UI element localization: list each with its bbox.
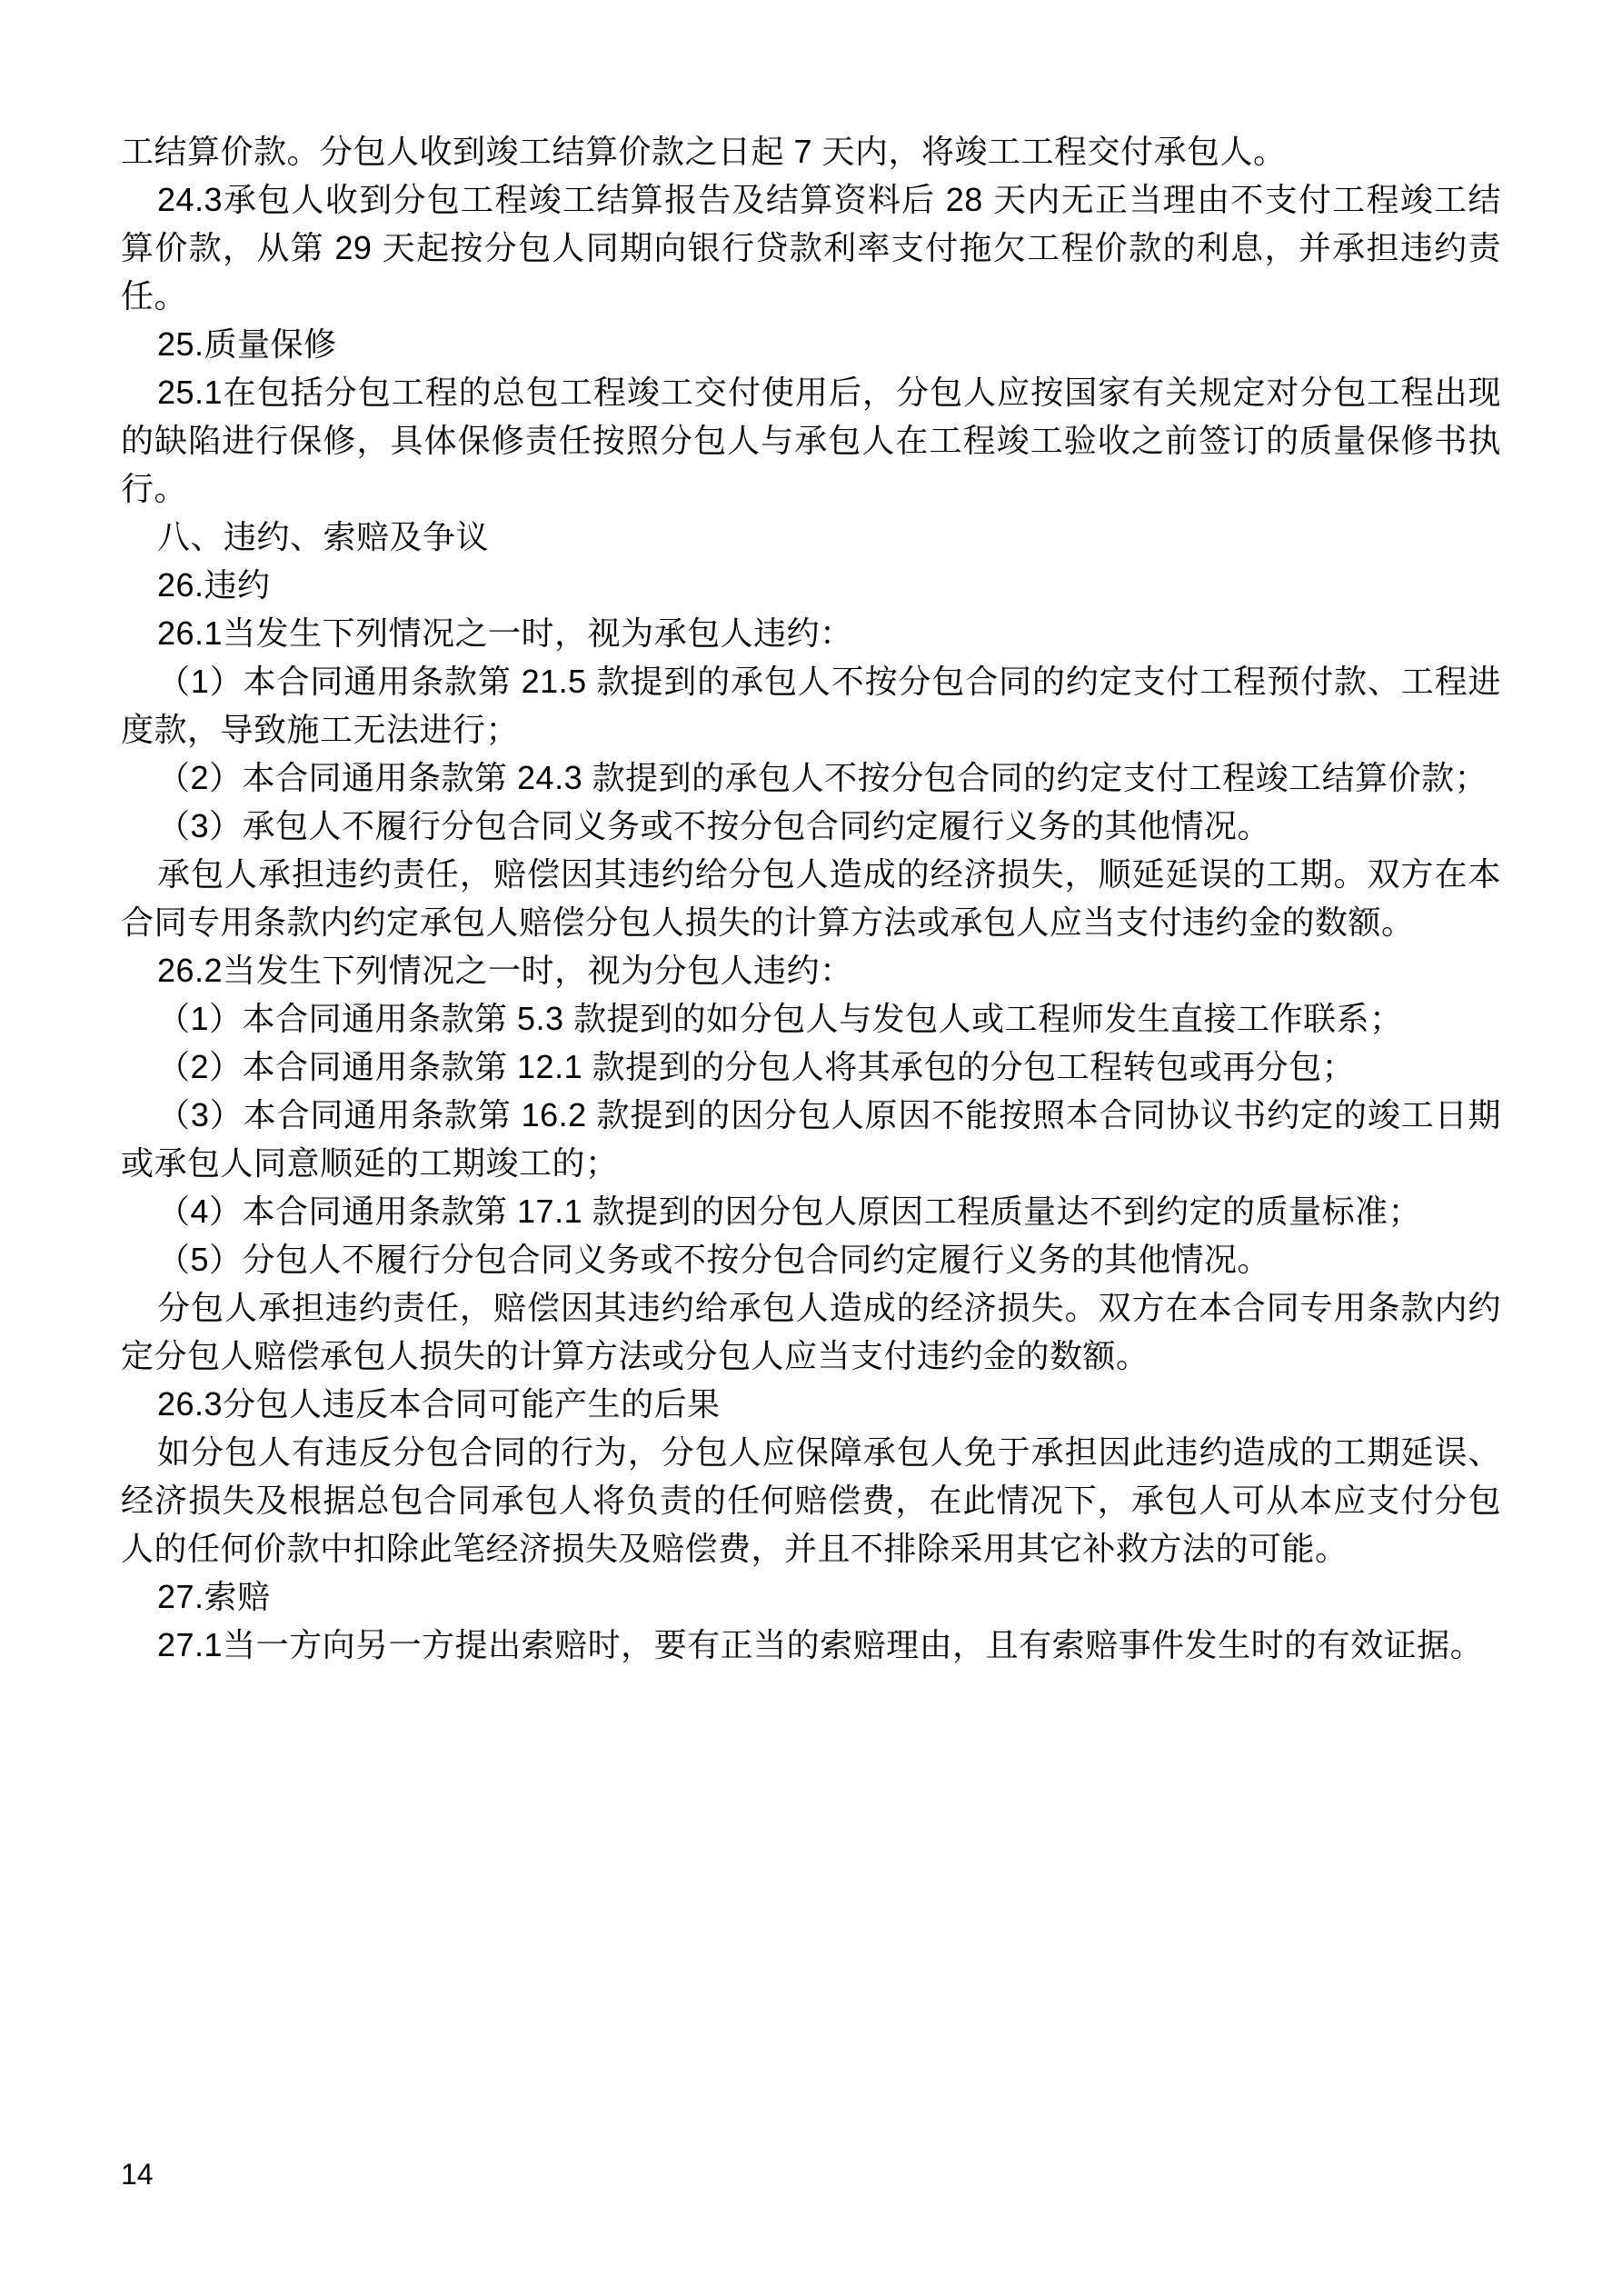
paragraph: 26.违约 (157, 566, 271, 604)
paragraph: （1）本合同通用条款第 5.3 款提到的如分包人与发包人或工程师发生直接工作联系； (157, 1000, 1403, 1037)
paragraph: （3）承包人不履行分包合同义务或不按分包合同约定履行义务的其他情况。 (157, 807, 1271, 844)
paragraph: 27.索赔 (157, 1578, 271, 1615)
paragraph: 工结算价款。分包人收到竣工结算价款之日起 7 天内，将竣工工程交付承包人。 (121, 133, 1287, 170)
paragraph: 承包人承担违约责任，赔偿因其违约给分包人造成的经济损失，顺延延误的工期。双方在本合同专用条款内约定承包人赔偿分包人损失的计算方法或承包人应当支付违约金的数额。 (121, 855, 1501, 941)
paragraph: （5）分包人不履行分包合同义务或不按分包合同约定履行义务的其他情况。 (157, 1241, 1271, 1278)
paragraph: 24.3承包人收到分包工程竣工结算报告及结算资料后 28 天内无正当理由不支付工程竣工结算价款，从第 29 天起按分包人同期向银行贷款利率支付拖欠工程价款的利息，并承担违约责任。 (121, 181, 1501, 314)
paragraph: 25.质量保修 (157, 325, 337, 363)
page-number: 14 (121, 2158, 154, 2191)
paragraph: 分包人承担违约责任，赔偿因其违约给承包人造成的经济损失。双方在本合同专用条款内约定分包人赔偿承包人损失的计算方法或分包人应当支付违约金的数额。 (121, 1289, 1501, 1374)
paragraph: 26.1当发生下列情况之一时，视为承包人违约： (157, 614, 853, 652)
paragraph: 如分包人有违反分包合同的行为，分包人应保障承包人免于承担因此违约造成的工期延误、经济损失及根据总包合同承包人将负责的任何赔偿费，在此情况下，承包人可从本应支付分包人的任何价款中扣除此笔经济损失及赔偿费，并且不排除采用其它补救方法的可能。 (121, 1433, 1501, 1567)
paragraph: （2）本合同通用条款第 24.3 款提到的承包人不按分包合同的约定支付工程竣工结算价款； (157, 759, 1488, 796)
paragraph: （4）本合同通用条款第 17.1 款提到的因分包人原因工程质量达不到约定的质量标准； (157, 1193, 1422, 1230)
paragraph: 26.3分包人违反本合同可能产生的后果 (157, 1385, 721, 1423)
paragraph: （1）本合同通用条款第 21.5 款提到的承包人不按分包合同的约定支付工程预付款、工程进度款，导致施工无法进行； (121, 663, 1501, 748)
paragraph: 八、违约、索赔及争议 (157, 518, 490, 555)
document-body (121, 127, 1501, 1669)
paragraph: （2）本合同通用条款第 12.1 款提到的分包人将其承包的分包工程转包或再分包； (157, 1048, 1356, 1085)
paragraph: 25.1在包括分包工程的总包工程竣工交付使用后，分包人应按国家有关规定对分包工程出现的缺陷进行保修，具体保修责任按照分包人与承包人在工程竣工验收之前签订的质量保修书执行。 (121, 374, 1501, 507)
paragraph: 27.1当一方向另一方提出索赔时，要有正当的索赔理由，且有索赔事件发生时的有效证据。 (157, 1626, 1484, 1663)
paragraph: 26.2当发生下列情况之一时，视为分包人违约： (157, 952, 853, 989)
paragraph: （3）本合同通用条款第 16.2 款提到的因分包人原因不能按照本合同协议书约定的竣工日期或承包人同意顺延的工期竣工的； (121, 1096, 1501, 1182)
